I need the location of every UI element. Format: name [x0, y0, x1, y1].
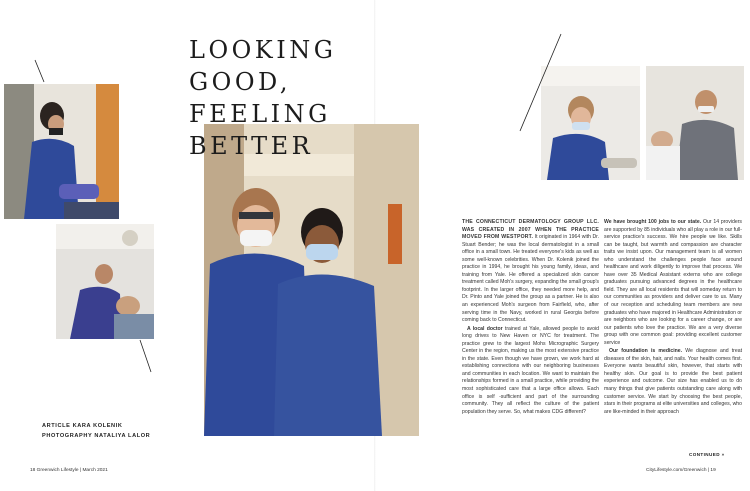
photo-clinician-mask	[541, 66, 640, 180]
intro-caps: THE CONNECTICUT DERMATOLOGY GROUP LLC. WAS CREATED IN 2007 WHEN THE PRACTICE MOVED FROM WESTPORT.	[462, 219, 599, 241]
paragraph-foundation	[604, 348, 742, 416]
folio-left: 18 Greenwich Lifestyle | March 2021	[30, 468, 108, 473]
paragraph-jobs	[604, 219, 742, 347]
photo-doctor-with-patient	[56, 224, 154, 339]
credit-photography: PHOTOGRAPHY NATALIYA LALOR	[42, 433, 151, 439]
credit-article: ARTICLE KARA KOLENIK	[42, 423, 123, 429]
paragraph-local-doctor	[462, 326, 599, 417]
continued-link[interactable]: CONTINUED »	[689, 452, 725, 457]
body-column-1	[462, 219, 599, 417]
article-credits	[42, 421, 150, 441]
headline-line: GOOD,	[189, 68, 292, 96]
paragraph-text: Our 14 providers are supported by 85 individuals who all play a role in our full-service practice's success. We hire people we like. Skills can be taught, but warmth and compassion are character traits we insist upon. Our management team is all women who understand the challenges people face around healthcare and work diligently to improve that process. We have over 35 Medical Assistant externs who are college graduates pursuing advanced degrees in the healthcare field. They are all local residents that will someday return to our communities as providers and deliver care to us. Many of our reception and scheduling team members are new graduates who have majored in Healthcare Administration or are neighbors who are looking for a career change, or are our patients who love the practice. We are a very diverse group with one common goal: providing excellent customer service	[604, 219, 743, 346]
lead-in: A local doctor	[467, 325, 503, 332]
headline-line: LOOKING	[189, 36, 337, 64]
paragraph-text: trained at Yale, allowed people to avoid long drives to New Haven or NYC for treatment. The practice grew to the largest Mohs Micrographic Surgery Center in the region, making us the most extensive practice in the state. Even though we have grown, we work hard at establishing connections with our neighboring businesses and communities in each location. We want to maintain the relationships formed in a small practice, while providing the most sophisticated care that a large office allows. Each office is self -sufficient and part of the surrounding community. They all reflect the culture of the patient population they serve. So, what makes CDG different?	[462, 325, 599, 415]
lead-in: Our foundation is medicine.	[609, 348, 683, 355]
photo-clinician-seated	[4, 84, 119, 219]
folio-right: CityLifestyle.com/Greenwich | 19	[646, 468, 716, 473]
intro-text: It originated in 1964 with Dr. Stuart Bender; he was the local dermatologist in a small office in a small town. He treated everyone's kids as well as some well-known celebrities. When Dr. Kolenik joined the practice in 1994, he brought his young family, ideas, and training from Yale. He offered a specialized skin cancer treatment called Moh's surgery, expanding the small group's footprint. In the larger office, they needed more help, and Dr. Pinto and Yale joined the group as a partner. He is also an experienced Moh's surgeon from Fairfield, who, after serving time in the Navy, worked in rural Georgia before coming back to Connecticut.	[462, 234, 600, 324]
photo-two-clinicians	[204, 124, 419, 436]
headline-line: BETTER	[189, 132, 314, 160]
body-column-2	[604, 219, 742, 417]
lead-in: We have brought 100 jobs to our state.	[604, 219, 702, 225]
photo-doctor-procedure	[646, 66, 744, 180]
article-headline	[189, 34, 379, 162]
paragraph-intro	[462, 219, 599, 325]
headline-line: FEELING	[189, 100, 331, 128]
paragraph-text: We diagnose and treat diseases of the skin, hair, and nails. Your health comes first. Everyone wants beautiful skin, however, that starts with healthy skin. Our goal is to provide the best patient experience and outcome. Our size has enabled us to do many things that give patients outstanding care along with customer service. We start by choosing the best people, stars in their programs at elite universities and colleges, who are like-minded in their approach	[604, 348, 743, 415]
